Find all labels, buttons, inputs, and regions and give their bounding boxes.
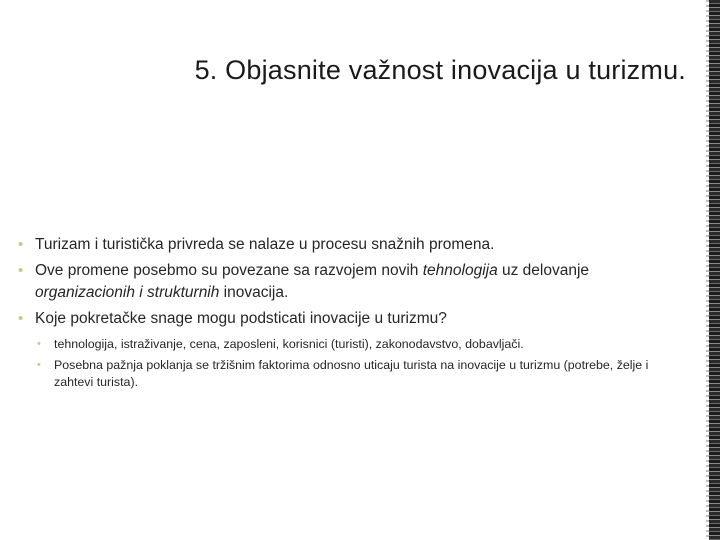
sub-bullet-item-1 (35, 336, 678, 353)
bullet-item-1 (18, 234, 678, 256)
sub-bullet-text: Posebna pažnja poklanja se tržišnim faktorima odnosno uticaju turista na inovacije u turizmu (potrebe, želje i zahtevi turista). (54, 358, 649, 389)
bullet-text-part: uz delovanje (497, 262, 590, 279)
decorative-edge-border (706, 0, 720, 540)
bullet-list (18, 234, 678, 391)
sub-bullet-item-2 (35, 357, 678, 391)
sub-bullet-text: tehnologija, istraživanje, cena, zaposleni, korisnici (turisti), zakonodavstvo, dobavljači. (54, 337, 524, 351)
bullet-text-italic: tehnologija (422, 262, 498, 279)
bullet-text-part: inovacija. (219, 284, 289, 301)
bullet-text-italic: organizacionih i strukturnih (35, 284, 220, 301)
bullet-item-2 (18, 260, 678, 304)
bullet-text: Turizam i turistička privreda se nalaze u procesu snažnih promena. (35, 236, 495, 253)
slide-content (18, 234, 678, 395)
bullet-text: Koje pokretačke snage mogu podsticati inovacije u turizmu? (35, 310, 447, 327)
sub-bullet-list (35, 336, 678, 391)
slide-title: 5. Objasnite važnost inovacija u turizmu. (194, 55, 686, 85)
bullet-item-3 (18, 308, 678, 391)
bullet-text-part: Ove promene posebmo su povezane sa razvojem novih (35, 262, 423, 279)
